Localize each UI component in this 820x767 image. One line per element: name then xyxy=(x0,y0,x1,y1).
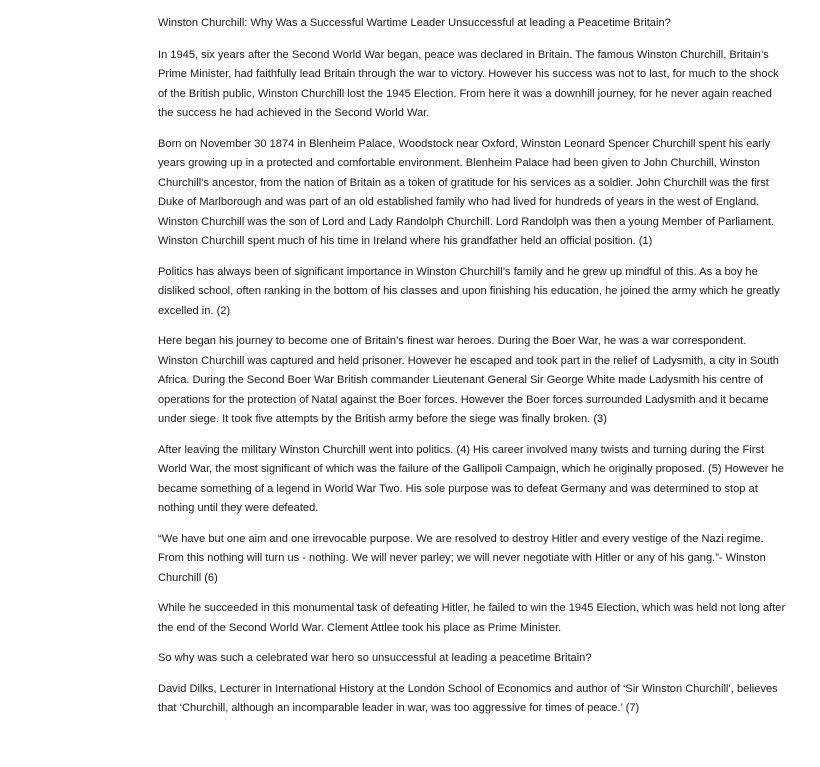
paragraph-intro: In 1945, six years after the Second World War began, peace was declared in Britain. The famous Winston Churchill, Britain’s Prime Minister, had faithfully lead Britain through the war to victory. However his success was not to last, for much to the shock of the British public, Winston Churchill lost the 1945 Election. From here it was a downhill journey, for he never again reached the success he had achieved in the Second World War. xyxy=(158,48,779,119)
paragraph-boer-war: Here began his journey to become one of Britain’s finest war heroes. During the Boer War, he was a war correspondent. Winston Churchill was captured and held prisoner. However he escaped and took part in the relief of Ladysmith, a city in South Africa. During the Second Boer War British commander Lieutenant General Sir George White made Ladysmith his centre of operations for the protection of Natal against the Boer forces. However the Boer forces surrounded Ladysmith and it became under siege. It took five attempts by the British army before the siege was finally broken. (3) xyxy=(158,335,779,425)
paragraph-early-life: Born on November 30 1874 in Blenheim Palace, Woodstock near Oxford, Winston Leonard Spencer Churchill spent his early years growing up in a protected and comfortable environment. Blenheim Palace had been given to John Churchill, Winston Churchill’s ancestor, from the nation of Britain as a token of gratitude for his services as a soldier. John Churchill was the first Duke of Marlborough and was part of an old established family who had lived for hundreds of years in the west of England. Winston Churchill was the son of Lord and Lady Randolph Churchill. Lord Randolph was then a young Member of Parliament. Winston Churchill spent much of his time in Ireland where his grandfather held an official position. (1) xyxy=(158,137,775,247)
paragraph-politics-family: Politics has always been of significant importance in Winston Churchill’s family and he grew up mindful of this. As a boy he disliked school, often ranking in the bottom of his classes and upon finishing his education, he joined the army which he greatly excelled in. (2) xyxy=(158,265,780,317)
document-page xyxy=(158,14,788,730)
document-title: Winston Churchill: Why Was a Successful Wartime Leader Unsuccessful at leading a Peacetime Britain? xyxy=(158,17,671,29)
paragraph-question: So why was such a celebrated war hero so unsuccessful at leading a peacetime Britain? xyxy=(158,652,592,664)
paragraph-quote: “We have but one aim and one irrevocable purpose. We are resolved to destroy Hitler and every vestige of the Nazi regime. From this nothing will turn us - nothing. We will never parley; we will never negotiate with Hitler or any of his gang.”- Winston Churchill (6) xyxy=(158,532,766,584)
paragraph-1945-election: While he succeeded in this monumental task of defeating Hitler, he failed to win the 1945 Election, which was held not long after the end of the Second World War. Clement Attlee took his place as Prime Minister. xyxy=(158,602,786,634)
paragraph-dilks: David Dilks, Lecturer in International History at the London School of Economics and author of ‘Sir Winston Churchill’, believes that ‘Churchill, although an incomparable leader in war, was too aggressive for times of peace.’ (7) xyxy=(158,682,778,714)
paragraph-political-career: After leaving the military Winston Churchill went into politics. (4) His career involved many twists and turning during the First World War, the most significant of which was the failure of the Gallipoli Campaign, which he originally proposed. (5) However he became something of a legend in World War Two. His sole purpose was to defeat Germany and was determined to stop at nothing until they were defeated. xyxy=(158,443,784,514)
